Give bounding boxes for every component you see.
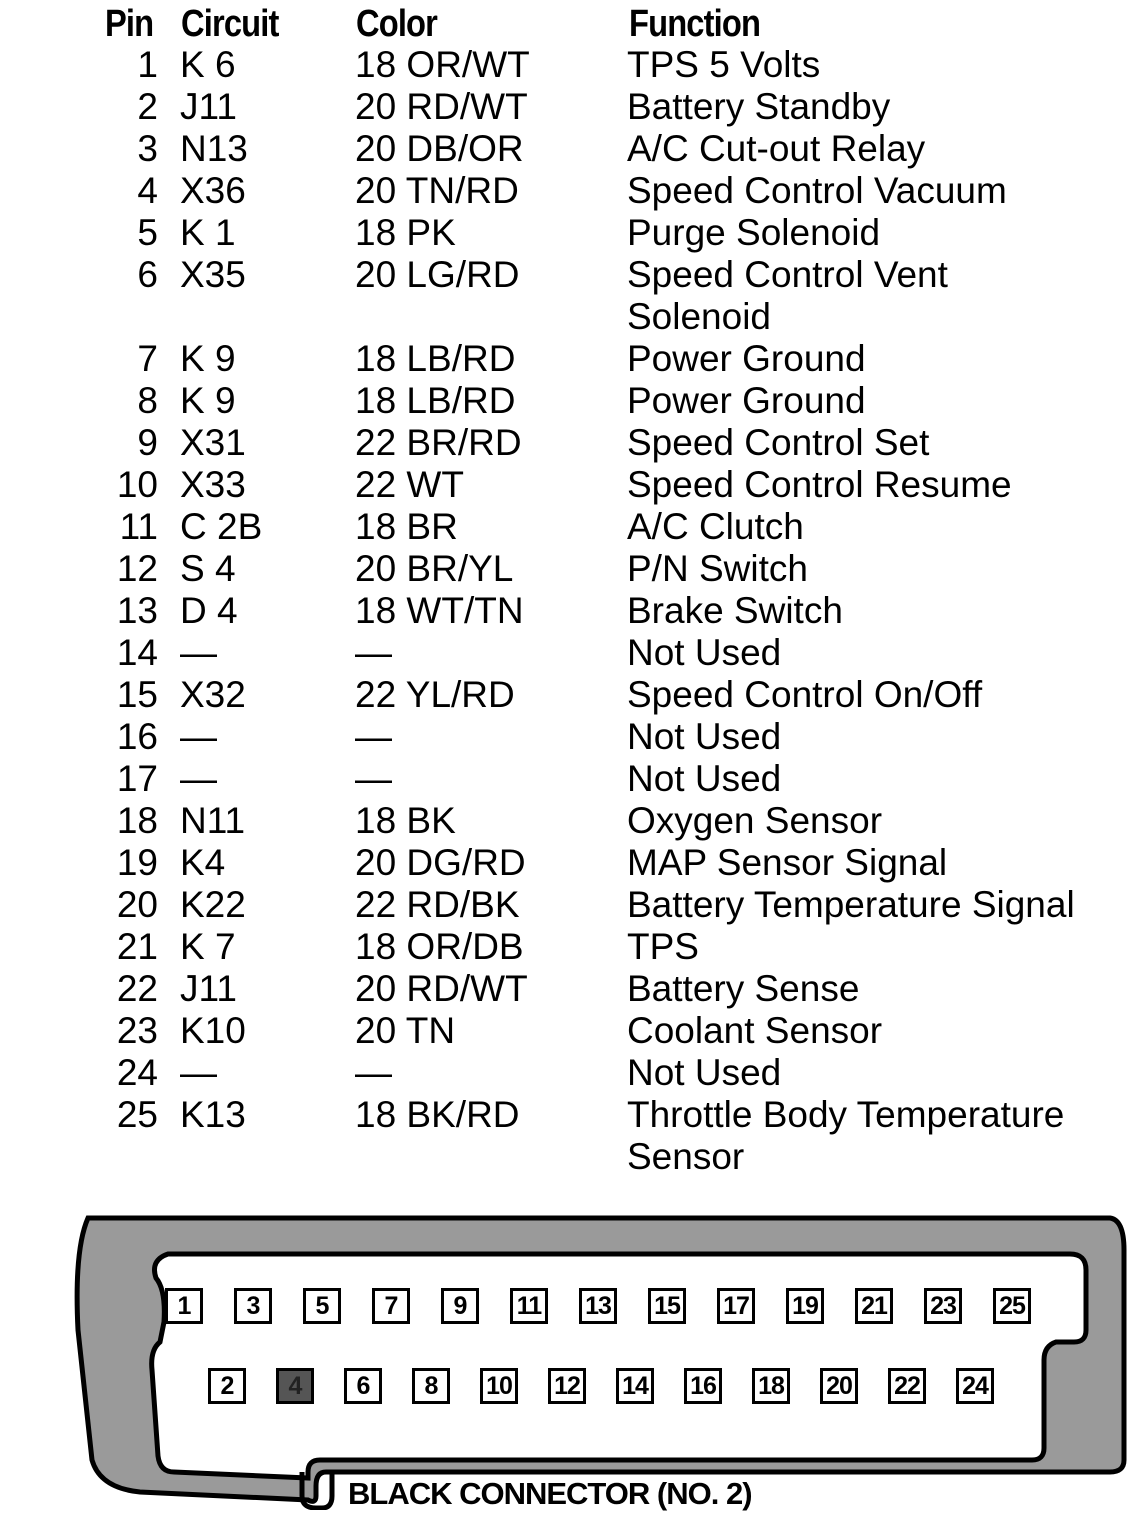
- pin-function: [627, 590, 843, 632]
- pin-function: [627, 86, 890, 128]
- pin-function-line: Oxygen Sensor: [627, 800, 883, 841]
- wire-color: 18 WT/TN: [355, 590, 524, 631]
- circuit-code: K 9: [180, 338, 236, 379]
- pin-function: [627, 674, 982, 716]
- pin-function-line: Speed Control Vacuum: [627, 170, 1007, 211]
- connector-label: BLACK CONNECTOR (NO. 2): [348, 1476, 752, 1511]
- pin-function-line: Solenoid: [627, 296, 772, 337]
- connector-slot: 15: [648, 1288, 686, 1324]
- pin-number: 10: [116, 464, 158, 505]
- circuit-code: N11: [180, 800, 246, 841]
- wire-color: 20 RD/WT: [355, 86, 528, 127]
- wire-color: 22 BR/RD: [355, 422, 522, 463]
- wire-color: 20 TN: [355, 1010, 456, 1051]
- table-row: [0, 716, 1136, 758]
- table-row: [0, 464, 1136, 506]
- pin-number: 20: [116, 884, 158, 925]
- wire-color: 22 YL/RD: [355, 674, 515, 715]
- pin-function-line: Speed Control On/Off: [627, 674, 983, 715]
- pin-number: 21: [116, 926, 158, 967]
- pin-function-line: Battery Sense: [627, 968, 860, 1009]
- pin-number: 18: [116, 800, 158, 841]
- pin-number: 8: [137, 380, 158, 421]
- table-row: [0, 842, 1136, 884]
- pin-function-line: MAP Sensor Signal: [627, 842, 948, 883]
- table-row: [0, 926, 1136, 968]
- circuit-code: K13: [180, 1094, 246, 1135]
- wire-color: 20 TN/RD: [355, 170, 519, 211]
- table-row: [0, 254, 1136, 338]
- wire-color: 22 RD/BK: [355, 884, 520, 925]
- connector-slot: 2: [208, 1368, 246, 1404]
- circuit-code: —: [180, 1052, 217, 1093]
- pin-number: 23: [116, 1010, 158, 1051]
- connector-slot: 23: [924, 1288, 962, 1324]
- table-row: [0, 1052, 1136, 1094]
- table-row: [0, 380, 1136, 422]
- wire-color: 20 BR/YL: [355, 548, 514, 589]
- table-row: [0, 44, 1136, 86]
- pin-function: [627, 464, 1012, 506]
- pin-function: [627, 842, 947, 884]
- pin-function: [627, 422, 929, 464]
- pin-function: [627, 716, 781, 758]
- circuit-code: —: [180, 632, 217, 673]
- pin-function-line: Brake Switch: [627, 590, 843, 631]
- connector-slot: 25: [993, 1288, 1031, 1324]
- circuit-code: K 6: [180, 44, 236, 85]
- pin-function-line: TPS: [627, 926, 699, 967]
- table-row: [0, 1010, 1136, 1052]
- pin-function: [627, 758, 781, 800]
- connector-slot: 17: [717, 1288, 755, 1324]
- pin-function-line: A/C Clutch: [627, 506, 804, 547]
- pin-function: [627, 44, 820, 86]
- pin-number: 7: [137, 338, 158, 379]
- connector-slot: 19: [786, 1288, 824, 1324]
- pin-function-line: Power Ground: [627, 380, 866, 421]
- circuit-code: —: [180, 716, 217, 757]
- wire-color: 18 BR: [355, 506, 458, 547]
- connector-slot: 24: [956, 1368, 994, 1404]
- pin-function-line: Speed Control Resume: [627, 464, 1012, 505]
- pin-number: 11: [119, 506, 158, 547]
- circuit-code: S 4: [180, 548, 236, 589]
- circuit-code: K4: [180, 842, 226, 883]
- circuit-code: K 7: [180, 926, 236, 967]
- circuit-code: K 9: [180, 380, 236, 421]
- circuit-code: N13: [180, 128, 248, 169]
- table-row: [0, 170, 1136, 212]
- pin-function: [627, 506, 804, 548]
- connector-slot: 3: [234, 1288, 272, 1324]
- wire-color: 18 LB/RD: [355, 380, 516, 421]
- pin-number: 5: [137, 212, 158, 253]
- pin-function-line: Battery Temperature Signal: [627, 884, 1075, 925]
- circuit-code: K22: [180, 884, 246, 925]
- connector-slot: 16: [684, 1368, 722, 1404]
- pin-number: 22: [116, 968, 158, 1009]
- wire-color: 20 DB/OR: [355, 128, 524, 169]
- pin-number: 15: [116, 674, 158, 715]
- pin-number: 13: [116, 590, 158, 631]
- pin-function-line: Not Used: [627, 716, 782, 757]
- pin-function: [627, 1094, 1064, 1178]
- connector-diagram: [70, 1210, 1128, 1510]
- pin-number: 6: [137, 254, 158, 295]
- pin-number: 2: [137, 86, 158, 127]
- pin-function-line: Throttle Body Temperature: [627, 1094, 1065, 1135]
- circuit-code: C 2B: [180, 506, 263, 547]
- table-row: [0, 632, 1136, 674]
- wire-color: —: [355, 632, 392, 673]
- pin-function: [627, 170, 1007, 212]
- pin-function: [627, 212, 880, 254]
- pin-function: [627, 800, 882, 842]
- table-row: [0, 422, 1136, 464]
- wire-color: 20 RD/WT: [355, 968, 528, 1009]
- wire-color: 20 LG/RD: [355, 254, 520, 295]
- table-row: [0, 506, 1136, 548]
- connector-slot: 8: [412, 1368, 450, 1404]
- pin-number: 1: [137, 44, 158, 85]
- pin-function: [627, 548, 808, 590]
- circuit-code: X31: [180, 422, 246, 463]
- pin-function: [627, 968, 859, 1010]
- table-row: [0, 212, 1136, 254]
- wire-color: 18 OR/DB: [355, 926, 524, 967]
- connector-slot: 10: [480, 1368, 518, 1404]
- table-row: [0, 590, 1136, 632]
- pin-function: [627, 254, 948, 338]
- header-circuit: Circuit: [181, 3, 279, 45]
- circuit-code: X33: [180, 464, 246, 505]
- pin-function-line: Not Used: [627, 758, 782, 799]
- table-row: [0, 758, 1136, 800]
- pin-function-line: Coolant Sensor: [627, 1010, 883, 1051]
- circuit-code: X36: [180, 170, 246, 211]
- table-row: [0, 674, 1136, 716]
- pin-function: [627, 1010, 882, 1052]
- pin-function-line: TPS 5 Volts: [627, 44, 821, 85]
- pin-function-line: A/C Cut-out Relay: [627, 128, 926, 169]
- circuit-code: K10: [180, 1010, 246, 1051]
- pin-function: [627, 338, 866, 380]
- header-color: Color: [356, 3, 438, 45]
- table-row: [0, 1094, 1136, 1178]
- pin-number: 9: [137, 422, 158, 463]
- table-row: [0, 548, 1136, 590]
- pin-number: 3: [137, 128, 158, 169]
- wire-color: 18 LB/RD: [355, 338, 516, 379]
- wire-color: —: [355, 1052, 392, 1093]
- pin-function-line: Speed Control Set: [627, 422, 930, 463]
- circuit-code: X35: [180, 254, 246, 295]
- pin-function-line: Purge Solenoid: [627, 212, 881, 253]
- pin-number: 19: [116, 842, 158, 883]
- wire-color: 18 PK: [355, 212, 456, 253]
- pin-function: [627, 926, 699, 968]
- pin-number: 25: [116, 1094, 158, 1135]
- table-row: [0, 128, 1136, 170]
- circuit-code: X32: [180, 674, 246, 715]
- connector-slot: 1: [165, 1288, 203, 1324]
- wire-color: 20 DG/RD: [355, 842, 526, 883]
- table-row: [0, 884, 1136, 926]
- header-function: Function: [629, 3, 761, 45]
- circuit-code: J11: [180, 86, 237, 127]
- wire-color: —: [355, 716, 392, 757]
- table-row: [0, 800, 1136, 842]
- pin-function: [627, 380, 866, 422]
- pin-function-line: Speed Control Vent: [627, 254, 948, 295]
- circuit-code: —: [180, 758, 217, 799]
- connector-slot: 20: [820, 1368, 858, 1404]
- connector-slot: 12: [548, 1368, 586, 1404]
- pin-function-line: Battery Standby: [627, 86, 891, 127]
- pin-number: 16: [116, 716, 158, 757]
- pin-number: 4: [137, 170, 158, 211]
- pin-function: [627, 128, 925, 170]
- connector-slot: 5: [303, 1288, 341, 1324]
- pin-function: [627, 1052, 781, 1094]
- pin-function: [627, 632, 781, 674]
- wire-color: 22 WT: [355, 464, 464, 505]
- table-row: [0, 86, 1136, 128]
- header-pin: Pin: [105, 3, 154, 45]
- connector-slot: 4: [276, 1368, 314, 1404]
- pin-number: 17: [116, 758, 158, 799]
- pin-number: 14: [116, 632, 158, 673]
- connector-slot: 22: [888, 1368, 926, 1404]
- pin-function-line: Not Used: [627, 1052, 782, 1093]
- circuit-code: J11: [180, 968, 237, 1009]
- circuit-code: K 1: [180, 212, 236, 253]
- circuit-code: D 4: [180, 590, 238, 631]
- connector-slot: 6: [344, 1368, 382, 1404]
- wire-color: 18 BK: [355, 800, 456, 841]
- pin-function: [627, 884, 1075, 926]
- connector-slot: 14: [616, 1368, 654, 1404]
- table-row: [0, 968, 1136, 1010]
- pin-function-line: Not Used: [627, 632, 782, 673]
- wire-color: —: [355, 758, 392, 799]
- table-row: [0, 338, 1136, 380]
- connector-slot: 7: [372, 1288, 410, 1324]
- wire-color: 18 BK/RD: [355, 1094, 520, 1135]
- connector-slot: 18: [752, 1368, 790, 1404]
- connector-slot: 21: [855, 1288, 893, 1324]
- connector-slot: 13: [579, 1288, 617, 1324]
- connector-slot: 11: [510, 1288, 548, 1324]
- wire-color: 18 OR/WT: [355, 44, 530, 85]
- pin-number: 12: [116, 548, 158, 589]
- pin-function-line: P/N Switch: [627, 548, 808, 589]
- connector-slot: 9: [441, 1288, 479, 1324]
- pin-function-line: Power Ground: [627, 338, 866, 379]
- pin-number: 24: [116, 1052, 158, 1093]
- pin-function-line: Sensor: [627, 1136, 745, 1177]
